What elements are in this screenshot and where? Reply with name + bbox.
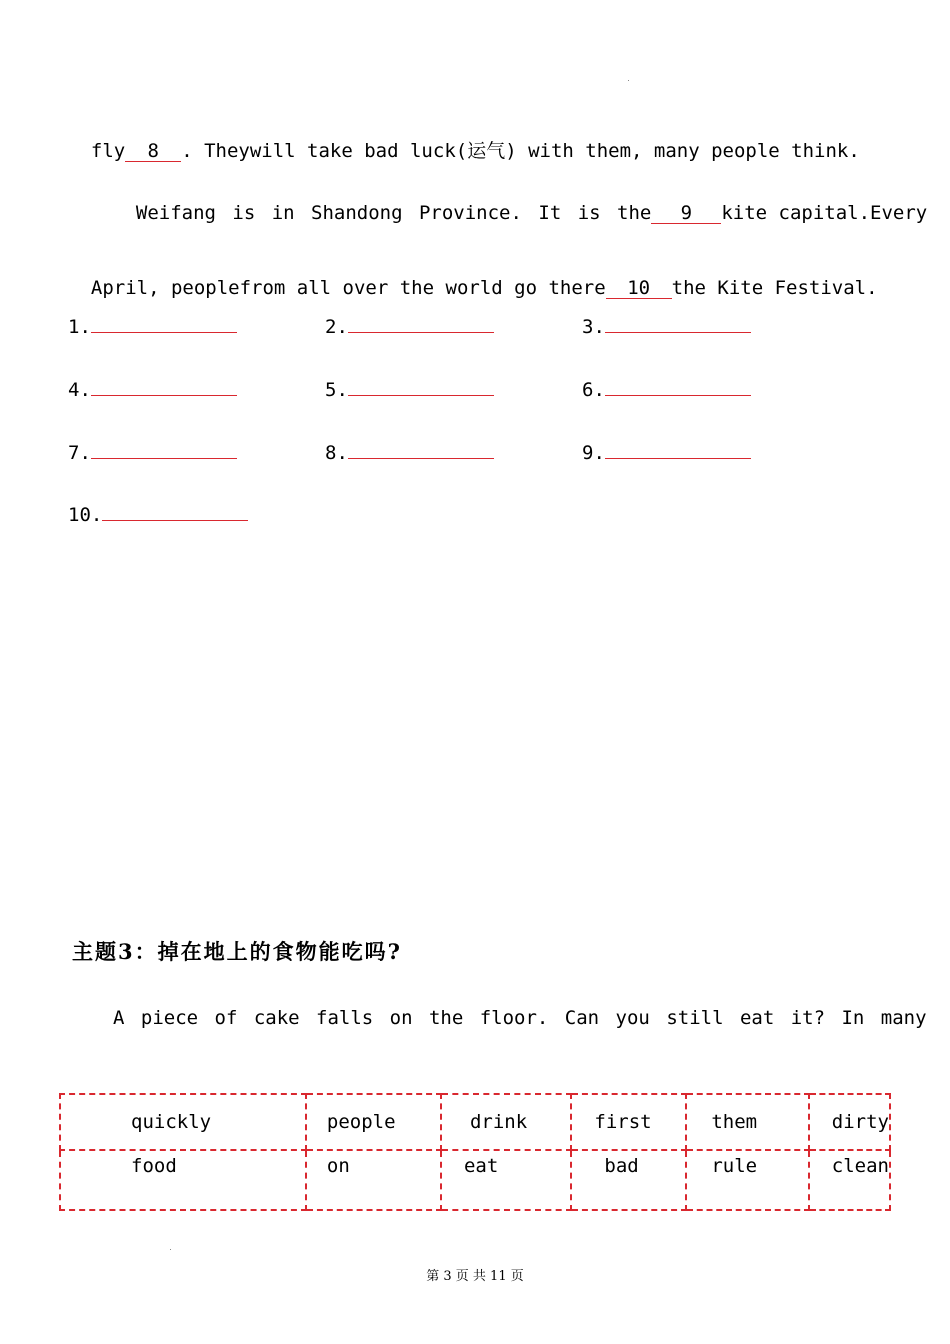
answer-5[interactable]: 5. bbox=[325, 377, 494, 402]
answer-3[interactable]: 3. bbox=[582, 314, 751, 339]
answer-line[interactable] bbox=[91, 377, 237, 396]
answer-2[interactable]: 2. bbox=[325, 314, 494, 339]
line3-end: the Kite Festival. bbox=[671, 277, 878, 299]
word-cell: quickly bbox=[60, 1094, 306, 1150]
blank-8: 8 bbox=[125, 141, 181, 162]
answer-line[interactable] bbox=[91, 314, 237, 333]
answer-1[interactable]: 1. bbox=[68, 314, 237, 339]
line1-start: fly bbox=[90, 140, 126, 162]
answer-6[interactable]: 6. bbox=[582, 377, 751, 402]
word-cell: people bbox=[306, 1094, 441, 1150]
word-box bbox=[59, 1093, 891, 1211]
word-cell: rule bbox=[686, 1150, 808, 1210]
word-cell: food bbox=[60, 1150, 306, 1210]
line3-start: April, peoplefrom all over the world go there bbox=[90, 277, 606, 299]
topic-3-title: 主题3：掉在地上的食物能吃吗? bbox=[72, 939, 402, 964]
line2-end: kite capital.Every bbox=[721, 202, 928, 224]
word-cell: eat bbox=[441, 1150, 571, 1210]
answer-line[interactable] bbox=[102, 502, 248, 521]
answer-10[interactable]: 10. bbox=[68, 502, 248, 527]
blank-9: 9 bbox=[651, 203, 721, 224]
line1-end: . Theywill take bad luck(运气) with them, many people think. bbox=[181, 140, 860, 162]
answer-9[interactable]: 9. bbox=[582, 440, 751, 465]
answer-line[interactable] bbox=[348, 440, 494, 459]
word-cell: clean bbox=[809, 1150, 890, 1210]
page-footer: 第 3 页 共 11 页 bbox=[426, 1269, 524, 1284]
word-row bbox=[60, 1150, 890, 1210]
passage-line-2 bbox=[113, 177, 927, 225]
decoration-dot bbox=[170, 1249, 171, 1250]
topic-3-text: A piece of cake falls on the floor. Can you still eat it? In many bbox=[113, 1007, 927, 1029]
passage-line-3 bbox=[68, 252, 878, 300]
answer-7[interactable]: 7. bbox=[68, 440, 237, 465]
answer-line[interactable] bbox=[605, 314, 751, 333]
decoration-dot bbox=[628, 80, 629, 81]
word-cell: drink bbox=[441, 1094, 571, 1150]
answer-line[interactable] bbox=[91, 440, 237, 459]
word-cell: first bbox=[571, 1094, 686, 1150]
word-cell: them bbox=[686, 1094, 808, 1150]
word-cell: dirty bbox=[809, 1094, 890, 1150]
passage-line-1 bbox=[68, 115, 860, 163]
answer-line[interactable] bbox=[348, 314, 494, 333]
blank-10: 10 bbox=[606, 278, 672, 299]
word-cell: on bbox=[306, 1150, 441, 1210]
answer-line[interactable] bbox=[605, 377, 751, 396]
answer-line[interactable] bbox=[605, 440, 751, 459]
answer-line[interactable] bbox=[348, 377, 494, 396]
word-cell: bad bbox=[571, 1150, 686, 1210]
answer-8[interactable]: 8. bbox=[325, 440, 494, 465]
word-row bbox=[60, 1094, 890, 1150]
answer-4[interactable]: 4. bbox=[68, 377, 237, 402]
line2-start: Weifang is in Shandong Province. It is the bbox=[135, 202, 652, 224]
